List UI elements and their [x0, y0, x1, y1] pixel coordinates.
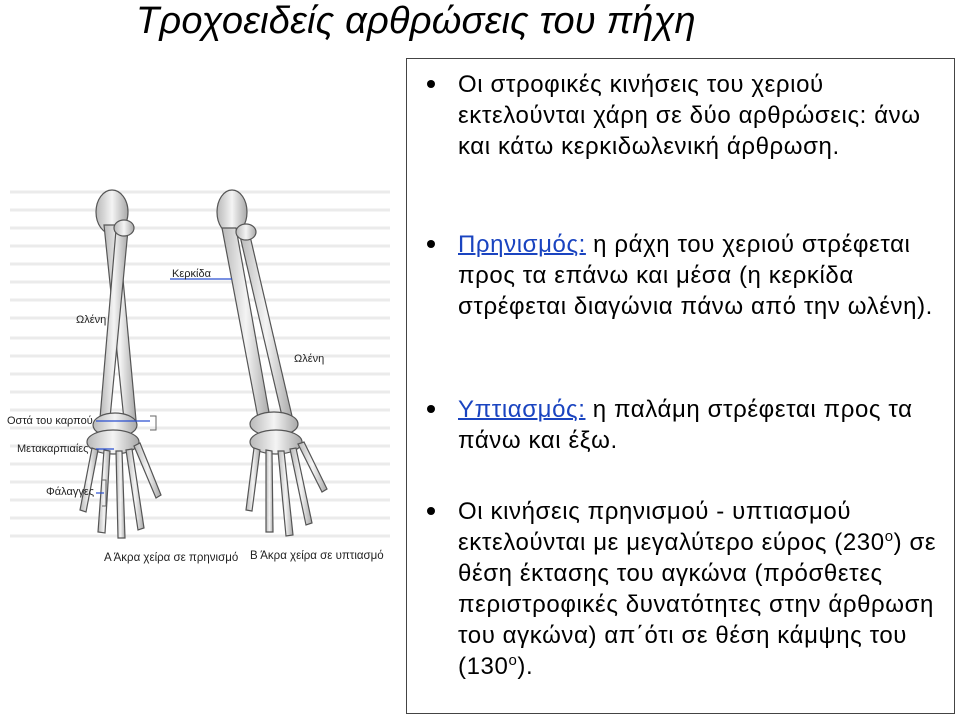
- forearm-bones-illustration: [0, 180, 395, 580]
- degree-superscript: ο: [884, 528, 894, 545]
- term-pronation: Πρηνισμός:: [458, 231, 586, 258]
- bullet-dot-icon: [427, 507, 435, 515]
- label-radius: Κερκίδα: [172, 268, 211, 280]
- bullet-range-of-motion: Οι κινήσεις πρηνισμού - υπτιασμού εκτελούνται με μεγαλύτερο εύρος $(230^o)$ σε θέση έκτασης του αγκώνα (πρόσθετες περιστροφικές δυνατότητες στην άρθρωση του αγκώνα) απ΄ότι σε θέση κάμψης του $(130^o)$.: [427, 496, 947, 682]
- bullet-supination: [427, 394, 947, 456]
- bullet-text: η παλάμη στρέφεται προς τα πάνω και έξω.: [458, 396, 913, 454]
- bullet-text: Οι στροφικές κινήσεις του χεριού εκτελούνται χάρη σε δύο αρθρώσεις: άνω και κάτω κερκιδωλενική άρθρωση.: [458, 71, 921, 160]
- skeleton-drawing: [0, 180, 395, 580]
- label-phalanges: Φάλαγγες: [46, 486, 95, 498]
- bullet-dot-icon: [427, 80, 435, 88]
- bullet-pronation: [427, 229, 947, 322]
- page-title: Τροχοειδείς αρθρώσεις του πήχη: [136, 0, 696, 42]
- bullet-rotation-joints: [427, 69, 947, 162]
- caption-a: Α Άκρα χείρα σε πρηνισμό: [104, 552, 239, 564]
- label-ulna-right: Ωλένη: [294, 353, 325, 365]
- label-carpals: Οστά του καρπού: [7, 415, 93, 427]
- bullet-dot-icon: [427, 405, 435, 413]
- label-ulna-left: Ωλένη: [76, 314, 107, 326]
- term-supination: Υπτιασμός:: [458, 396, 586, 423]
- caption-b: Β Άκρα χείρα σε υπτιασμό: [250, 550, 384, 562]
- bullet-text: η ράχη του χεριού στρέφεται προς τα επάνω και μέσα (η κερκίδα στρέφεται διαγώνια πάνω από την ωλένη).: [458, 231, 933, 320]
- bullet-dot-icon: [427, 240, 435, 248]
- bullet-text-box: [406, 58, 955, 714]
- degree-superscript: ο: [508, 652, 518, 669]
- label-metacarpals: Μετακαρπιαίες: [17, 443, 89, 455]
